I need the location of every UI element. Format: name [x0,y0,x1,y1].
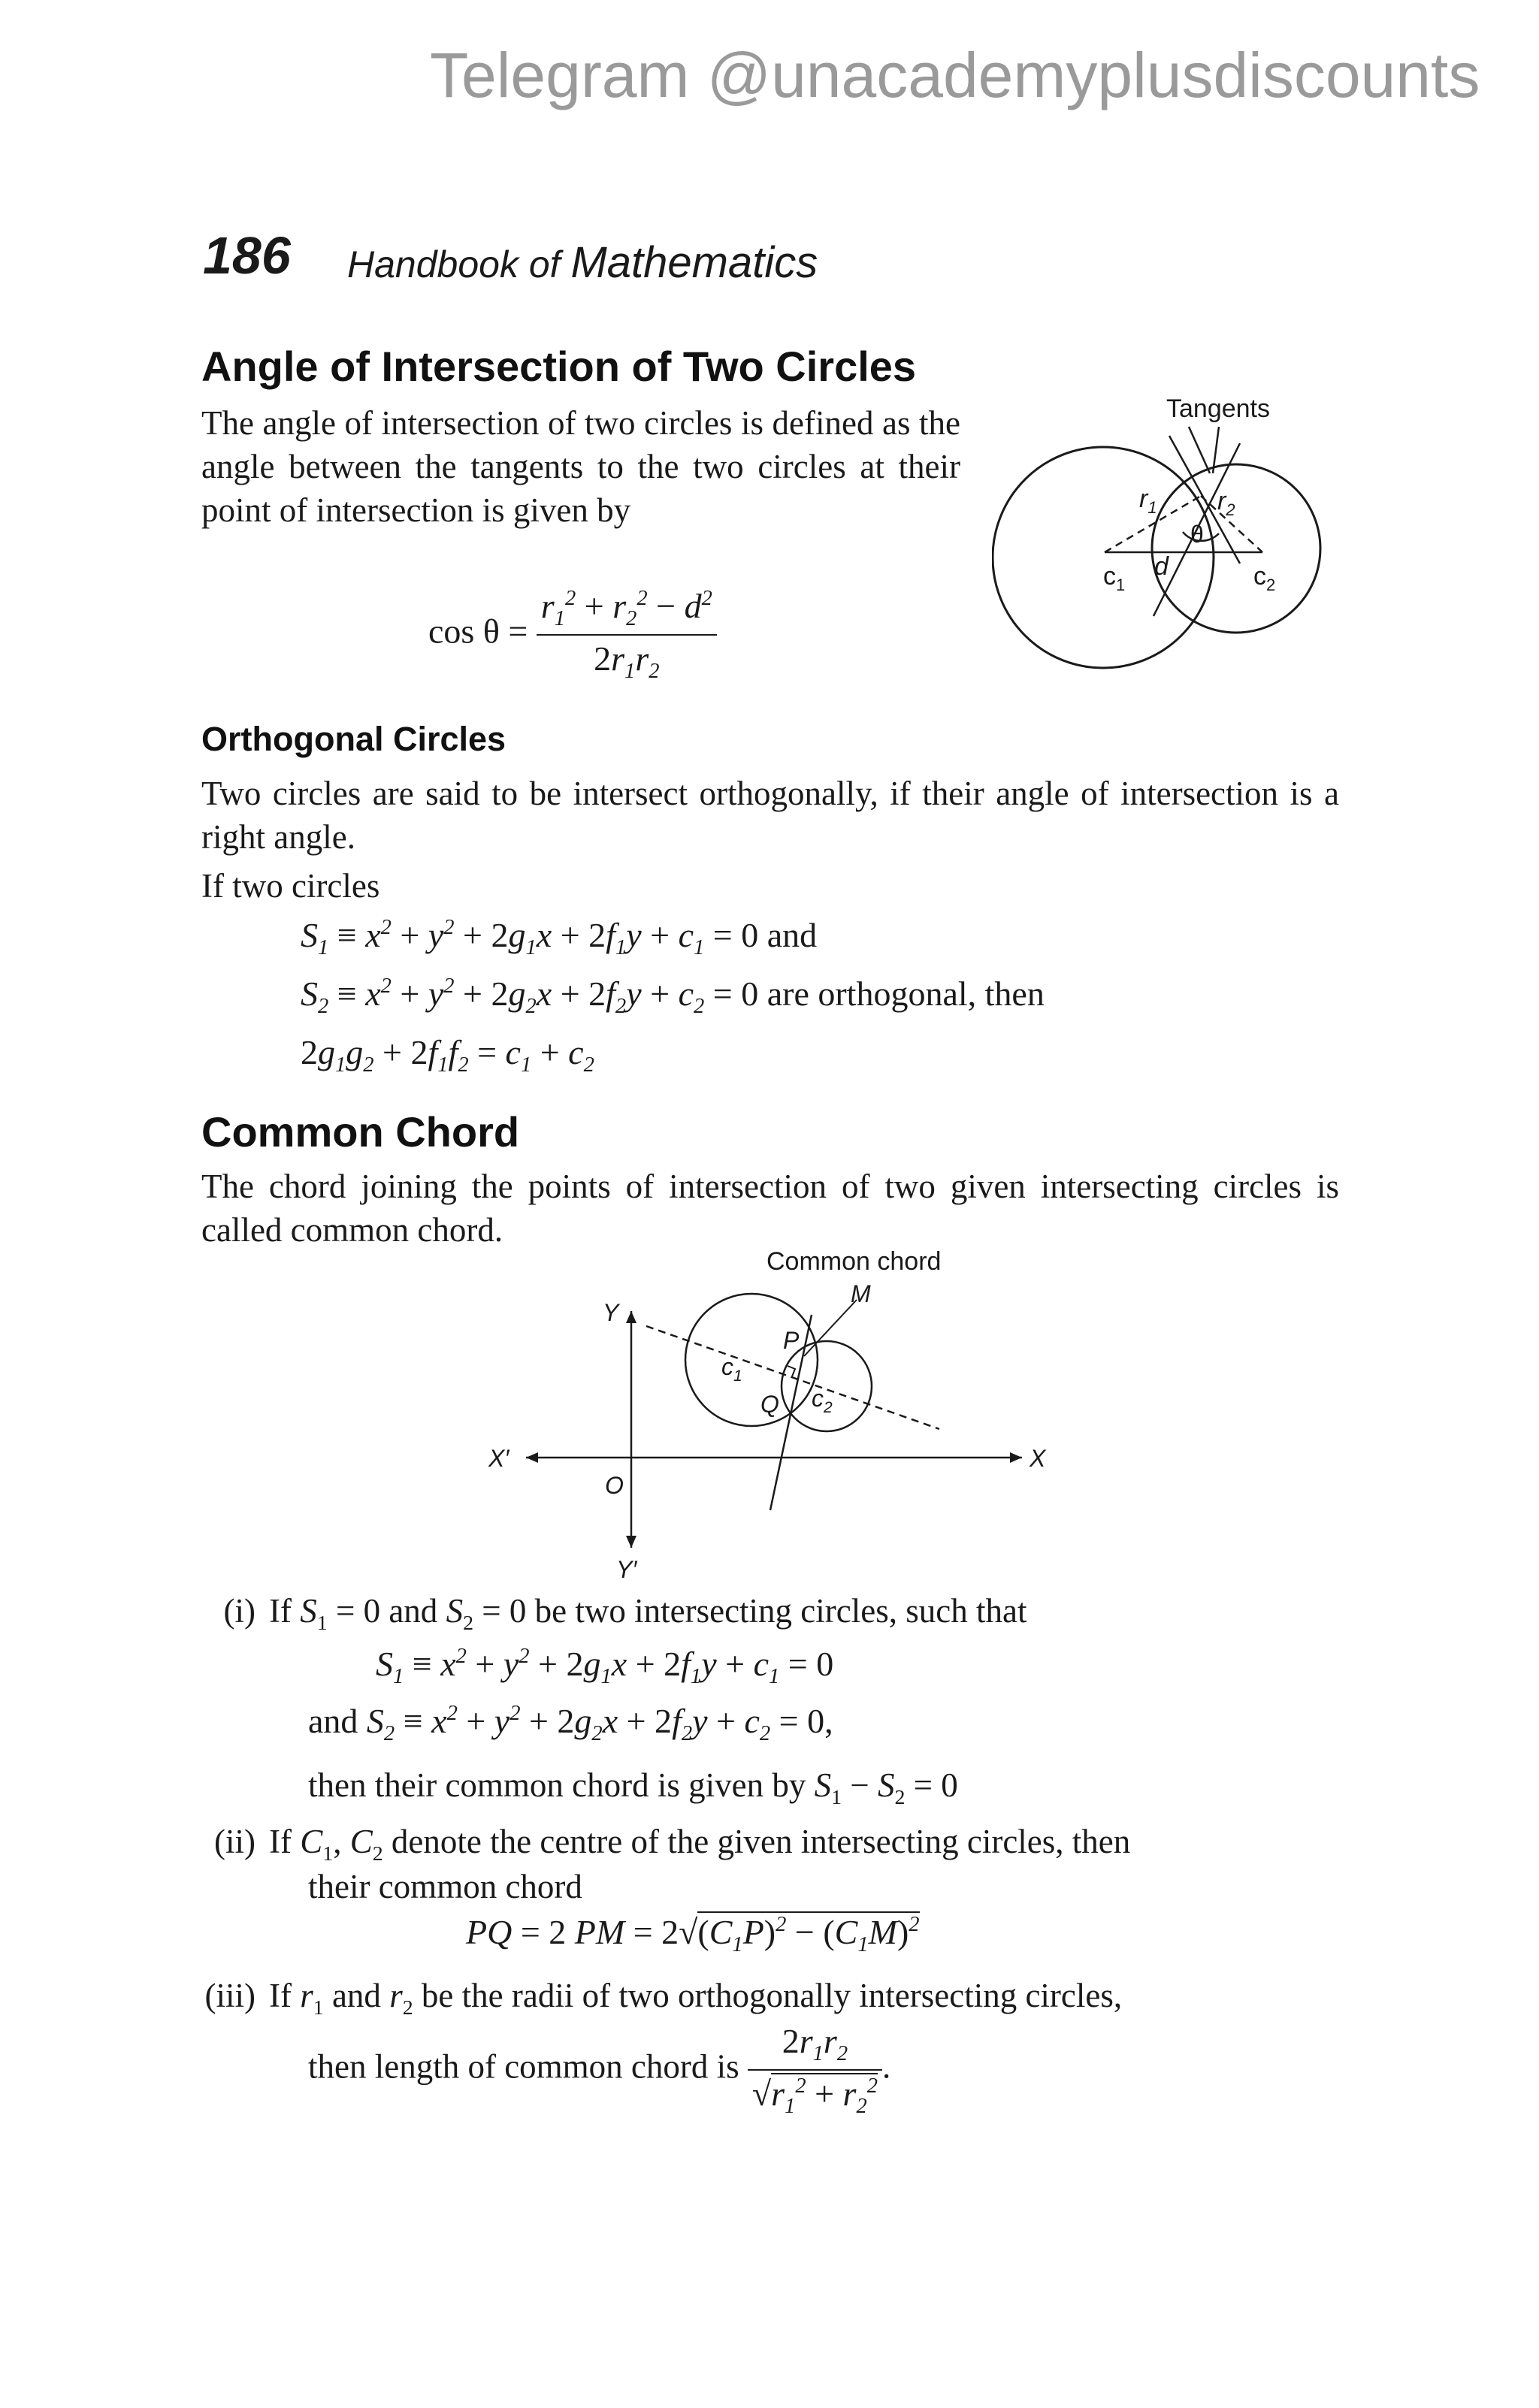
orthogonal-equation-s1: $S_1 \equiv x^2 + y^2 + 2g_1x + 2f_1y + c_1 = 0$ and [301,915,818,959]
tangent-line-1 [1169,436,1240,563]
watermark: Telegram @unacademyplusdiscounts [430,40,1480,110]
label-chord-c1: $c_1$ [721,1353,742,1385]
common-chord-figure [481,1232,1067,1585]
orthogonal-condition: $2g_1g_2 + 2f_1f_2 = c_1 + c_2$ [301,1033,594,1077]
equation-s2-tail: are orthogonal, then [758,974,1045,1013]
circle-1 [993,447,1214,668]
orthogonal-definition-paragraph: Two circles are said to be intersect orthogonally, if their angle of intersection is a right angle. [201,775,1339,856]
x-axis-arrow-left [526,1452,538,1463]
if-two-circles-line: If two circles [201,867,380,905]
item-ii-chord-formula: PQ = 2 PM = $2√(C_1P)^2 - (C_1M)^2$ [466,1912,920,1956]
section-heading-common-chord: Common Chord [201,1108,520,1156]
item-i-line-1: (i) If $S_1 = 0$ and $S_2 = 0$ be two intersecting circles, such that [165,1591,1027,1636]
item-iii-chord-length-fraction: $\frac{2r_1r_2}{√r_1^2 + r_2^2}$ [748,2021,882,2119]
item-i-equation-s2: and $S_2 \equiv x^2 + y^2 + 2g_2x + 2f_2y + c_2 = 0$, [308,1701,833,1745]
book-title-main: Mathematics [570,238,818,287]
y-axis-arrow-down [626,1536,636,1548]
cos-theta-formula [428,586,717,684]
label-d: d [1154,552,1169,581]
item-i-common-chord-result: then their common chord is given by $S_1 - S_2 = 0$ [308,1766,958,1809]
formula-lhs: cos θ = [428,612,528,651]
item-i-equation-s1: $S_1 \equiv x^2 + y^2 + 2g_1x + 2f_1y + c_1 = 0$ [376,1644,834,1688]
label-axis-y: Y [603,1299,619,1326]
label-r2: $r_2$ [1217,487,1235,519]
label-axis-x: X [1030,1445,1046,1472]
label-chord-c2: $c_2$ [812,1385,833,1416]
chord-circle-2 [782,1341,872,1431]
item-iii-index: (iii) [204,1977,255,2014]
page-number: 186 [203,226,291,285]
y-axis-arrow-up [626,1311,636,1323]
label-r1: $r_1$ [1139,485,1157,517]
item-ii-index: (ii) [214,1823,255,1860]
section-heading-orthogonal: Orthogonal Circles [201,720,506,758]
label-axis-y-prime: Y′ [616,1556,637,1583]
item-i-index: (i) [223,1592,255,1630]
label-c2: $c_2$ [1253,562,1276,594]
angle-definition-paragraph: The angle of intersection of two circles is defined as the angle between the tangents to the two circles at their point of intersection is given by [201,404,960,529]
book-title [347,237,818,288]
label-theta: θ [1190,521,1204,548]
label-m: M [851,1280,871,1307]
label-c1: $c_1$ [1103,562,1126,594]
label-origin: O [605,1472,624,1499]
label-common-chord: Common chord [766,1247,942,1276]
orthogonal-equation-s2: $S_2 \equiv x^2 + y^2 + 2g_2x + 2f_2y + c_2 = 0$ are orthogonal, then [301,974,1045,1018]
formula-fraction: $\frac{r_1^2 + r_2^2 - d^2}{2r_1r_2}$ [537,586,717,684]
section-heading-angle: Angle of Intersection of Two Circles [201,343,917,390]
item-iii-line-2: then length of common chord is $\frac{2r_1r_2}{√r_1^2 + r_2^2}$ . [308,2022,891,2118]
item-iii-line-1: (iii) If $r_1$ and $r_2$ be the radii of two orthogonally intersecting circles, [165,1976,1122,2020]
book-title-prefix: Handbook of [347,243,571,286]
chord-circle-1 [685,1294,818,1426]
x-axis-arrow-right [1010,1452,1022,1463]
item-ii-line-2: their common chord [308,1868,582,1905]
label-p: P [783,1327,800,1354]
right-angle-mark [788,1366,795,1376]
tangents-pointer-1 [1189,427,1210,473]
item-ii-line-1: (ii) If $C_1$, $C_2$ denote the centre of the given intersecting circles, then [165,1822,1130,1866]
label-axis-x-prime: X′ [488,1445,509,1472]
common-chord-paragraph: The chord joining the points of intersection of two given intersecting circles is called common chord. [201,1168,1339,1249]
equation-s1-tail: and [758,916,818,954]
circle-2 [1152,464,1320,633]
label-q: Q [760,1391,779,1418]
label-tangents: Tangents [1166,394,1270,423]
intersecting-circles-figure [992,391,1353,676]
